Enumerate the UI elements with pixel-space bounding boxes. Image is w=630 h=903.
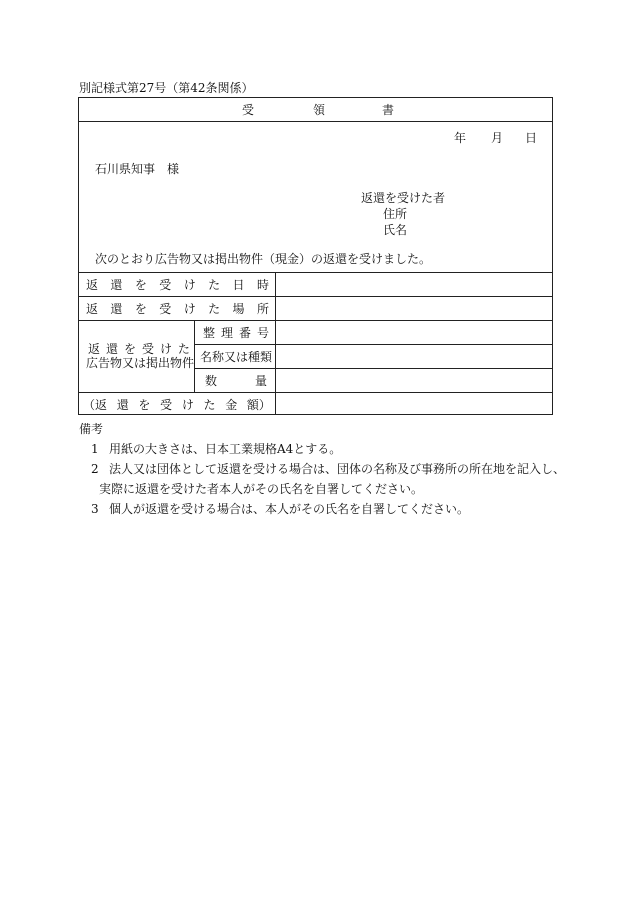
row-label-return-place: 返 還 を 受 け た 場 所: [86, 302, 269, 316]
note-text: 法人又は団体として返還を受ける場合は、団体の名称及び事務所の所在地を記入し、: [109, 462, 566, 476]
addressee: 石川県知事 様: [95, 162, 180, 176]
row-label-return-datetime: 返 還 を 受 け た 日 時: [86, 278, 269, 292]
date-year-label: 年: [454, 131, 467, 145]
table-top-border: [79, 272, 552, 273]
title-char: 領: [313, 103, 326, 117]
note-text: 個人が返還を受ける場合は、本人がその氏名を自署してください。: [109, 502, 470, 516]
table-row-divider: [194, 368, 552, 369]
form-number-label: 別記様式第27号（第42条関係）: [79, 81, 254, 95]
row-group-label-line2: 広告物又は掲出物件: [86, 356, 195, 370]
recipient-address-label: 住所: [383, 207, 408, 221]
row-label-quantity: 数 量: [205, 374, 267, 388]
note-item: [79, 499, 559, 519]
row-label-name-or-type: 名称又は種類: [200, 350, 273, 364]
note-number: 1: [91, 442, 99, 456]
notes-heading: 備考: [79, 422, 104, 436]
table-column-divider: [275, 272, 276, 414]
recipient-name-label: 氏名: [383, 223, 408, 237]
row-label-ref-number: 整 理 番 号: [203, 326, 269, 340]
note-number: 3: [91, 502, 99, 516]
note-text-continuation: 実際に返還を受けた者本人がその氏名を自署してください。: [99, 482, 424, 496]
row-label-amount: （返 還 を 受 け た 金 額）: [83, 398, 271, 412]
table-row-divider: [79, 392, 552, 393]
receipt-form: [78, 97, 553, 415]
table-row-divider: [194, 344, 552, 345]
date-day-label: 日: [525, 131, 538, 145]
note-text: 用紙の大きさは、日本工業規格A4とする。: [109, 442, 342, 456]
note-item: [79, 439, 559, 459]
table-row-divider: [79, 320, 552, 321]
title-char: 書: [382, 103, 395, 117]
recipient-label: 返還を受けた者: [361, 191, 446, 205]
note-number: 2: [91, 462, 99, 476]
notes-section: [79, 419, 566, 519]
table-column-divider: [194, 320, 195, 392]
statement-text: 次のとおり広告物又は掲出物件（現金）の返還を受けました。: [95, 252, 432, 266]
row-group-label-line1: 返 還 を 受 け た: [88, 342, 190, 356]
table-row-divider: [79, 296, 552, 297]
title-char: 受: [242, 103, 255, 117]
date-month-label: 月: [491, 131, 504, 145]
title-row: [79, 98, 552, 122]
note-item: [79, 459, 566, 479]
